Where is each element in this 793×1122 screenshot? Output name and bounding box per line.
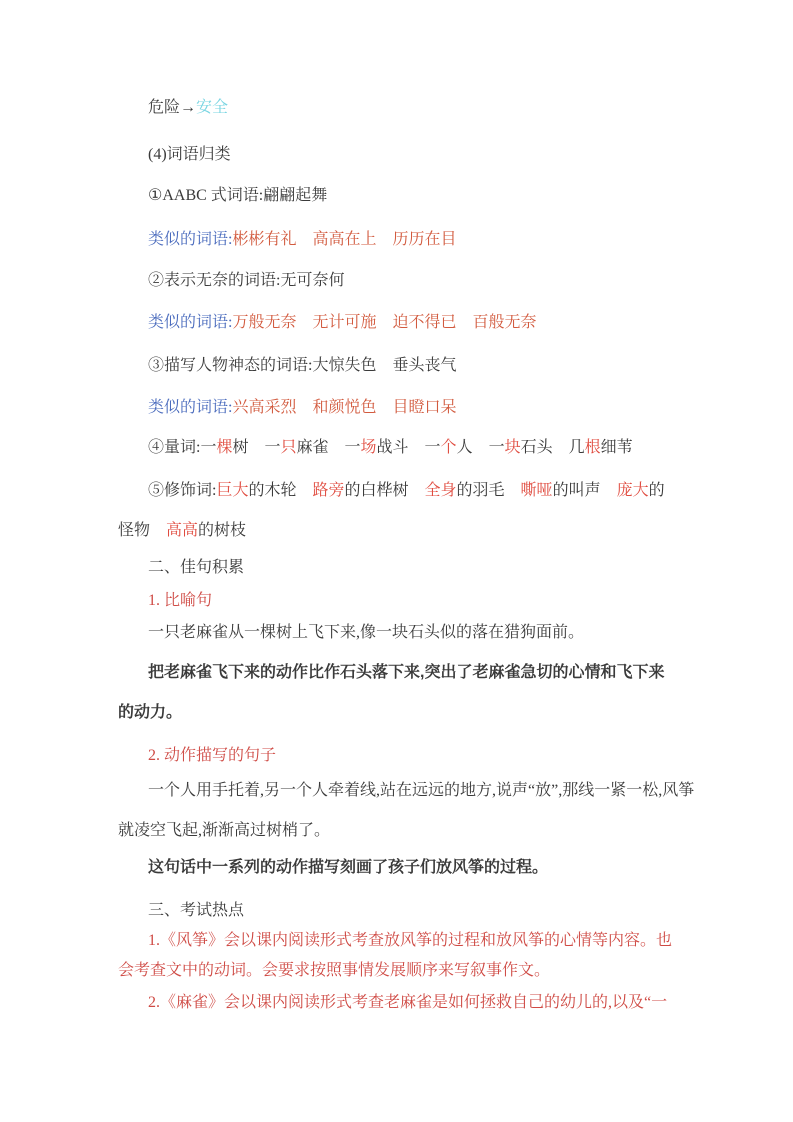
text-segment: 场: [360, 439, 377, 456]
text-segment: 只: [280, 439, 297, 456]
text-segment: 一只老麻雀从一棵树上飞下来,像一块石头似的落在猎狗面前。: [148, 624, 585, 641]
text-segment: 细苇: [600, 439, 633, 456]
text-segment: ④量词:一: [148, 439, 217, 456]
text-segment: 危险→: [148, 99, 197, 116]
text-segment: 1. 比喻句: [148, 592, 213, 609]
similar-words-line-3: [118, 388, 680, 428]
text-segment: ③描写人物神态的词语:大惊失色 垂头丧气: [148, 357, 457, 374]
text-segment: 嘶哑: [520, 482, 553, 499]
antonym-pair-line: [118, 88, 680, 128]
text-segment: 根: [584, 439, 601, 456]
text-segment: 2. 动作描写的句子: [148, 747, 277, 764]
text-segment: 全身: [424, 482, 457, 499]
text-segment: 高高: [166, 522, 199, 539]
text-segment: 类似的词语:: [148, 231, 233, 248]
text-segment: ②表示无奈的词语:无可奈何: [148, 272, 345, 289]
action-analysis: [118, 848, 680, 888]
text-segment: 麻雀 一: [296, 439, 361, 456]
text-segment: 兴高采烈 和颜悦色 目瞪口呆: [232, 399, 457, 416]
text-segment: 1.《风筝》会以课内阅读形式考查放风筝的过程和放风筝的心情等内容。也会考查文中的动词。会要求按照事情发展顺序来写叙事作文。: [118, 932, 673, 979]
text-segment: 的羽毛: [456, 482, 521, 499]
text-segment: 棵: [216, 439, 233, 456]
similar-words-line-2: [118, 303, 680, 343]
action-sentence: [118, 771, 703, 851]
text-segment: 的叫声: [552, 482, 617, 499]
aabc-words-line: [118, 176, 680, 216]
expression-words-line: [118, 346, 680, 386]
exam-point-1: [118, 926, 686, 986]
helpless-words-line: [118, 261, 680, 301]
text-segment: 2.《麻雀》会以课内阅读形式考查老麻雀是如何拯救自己的幼儿的,以及“一: [148, 994, 668, 1011]
text-segment: 的树枝: [198, 522, 247, 539]
text-segment: (4)词语归类: [148, 146, 231, 163]
exam-point-2: [118, 988, 718, 1018]
text-segment: 万般无奈 无计可施 迫不得已 百般无奈: [232, 314, 537, 331]
similar-words-line-1: [118, 220, 680, 260]
modifier-words-line: [118, 471, 680, 551]
text-segment: 类似的词语:: [148, 399, 233, 416]
text-segment: 个: [440, 439, 457, 456]
text-segment: 块: [504, 439, 521, 456]
text-segment: 树 一: [232, 439, 281, 456]
text-segment: 石头 几: [520, 439, 585, 456]
word-categorization-heading: [118, 135, 680, 175]
text-segment: 安全: [196, 99, 229, 116]
text-segment: 一个人用手托着,另一个人牵着线,站在远远的地方,说声“放”,那线一紧一松,风筝就凌空飞起,渐渐高过树梢了。: [118, 782, 695, 839]
text-segment: 彬彬有礼 高高在上 历历在目: [232, 231, 457, 248]
text-segment: 庞大: [616, 482, 649, 499]
metaphor-analysis: [118, 653, 680, 733]
text-segment: 的白桦树: [344, 482, 425, 499]
text-segment: 战斗 一: [376, 439, 441, 456]
text-segment: 的木轮: [248, 482, 313, 499]
text-segment: 三、考试热点: [148, 902, 245, 919]
measure-words-line: [118, 428, 680, 468]
text-segment: 二、佳句积累: [148, 559, 245, 576]
text-segment: 把老麻雀飞下来的动作比作石头落下来,突出了老麻雀急切的心情和飞下来的动力。: [118, 664, 665, 721]
text-segment: ⑤修饰词:: [148, 482, 217, 499]
text-segment: 的怪物: [118, 482, 665, 539]
text-segment: 人 一: [456, 439, 505, 456]
text-segment: 路旁: [312, 482, 345, 499]
section-3-heading: [118, 891, 680, 931]
text-segment: 类似的词语:: [148, 314, 233, 331]
text-segment: 巨大: [216, 482, 249, 499]
text-segment: ①AABC 式词语:翩翩起舞: [148, 187, 328, 204]
metaphor-sentence: [118, 613, 680, 653]
text-segment: 这句话中一系列的动作描写刻画了孩子们放风筝的过程。: [148, 859, 549, 876]
action-heading: [118, 736, 680, 776]
